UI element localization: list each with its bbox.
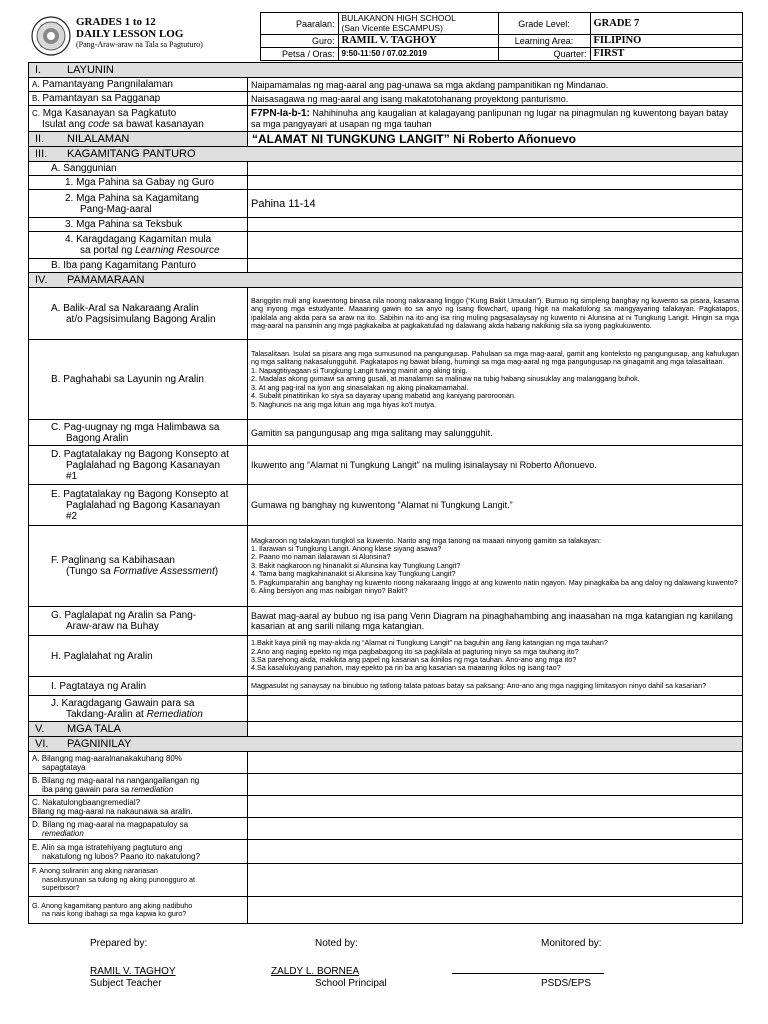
section-layunin: I. LAYUNIN bbox=[29, 63, 743, 78]
section-pamamaraan: IV. PAMAMARAAN bbox=[29, 273, 743, 288]
sanggunian-value bbox=[248, 162, 743, 176]
pagninilay-a-value bbox=[248, 752, 743, 774]
sanggunian-label: A. Sanggunian bbox=[29, 162, 248, 176]
pagtataya-label: I. Pagtataya ng Aralin bbox=[29, 677, 248, 696]
kagamitang-mag-aaral-label: 2. Mga Pahina sa Kagamitang Pang-Mag-aaral bbox=[29, 190, 248, 218]
paaralan-label: Paaralan: bbox=[260, 13, 338, 35]
nilalaman-value: “ALAMAT NI TUNGKUNG LANGIT” Ni Roberto Añonuevo bbox=[248, 132, 743, 147]
prepared-by-label: Prepared by: bbox=[90, 938, 148, 949]
konsepto-2-label: E. Pagtatalakay ng Bagong Konsepto at Paglalahad ng Bagong Kasanayan #2 bbox=[29, 485, 248, 526]
paglalahat-value: 1.Bakit kaya pinili ng may-akda ng “Alamat ni Tungkung Langit” na baguhin ang ilang katangian ng mga tauhan? 2.Ano ang naging epekto ng mga pagbabagong ito sa pagkilala at pagturing ninyo sa mga tauhang ito? 3.Sa parehong akda, makikita ang papel ng kasarian sa ikinilos ng mga tauhan. Ano-ano ang mga ito? 4.Sa kasalukuyang panahon, may epekto pa rin ba ang kasarian sa maaaring ikilos ng isang tao? bbox=[248, 636, 743, 677]
learning-area-label: Learning Area: bbox=[498, 35, 590, 48]
iba-pang-kagamitan-label: B. Iba pang Kagamitang Panturo bbox=[29, 259, 248, 273]
header-table bbox=[28, 12, 743, 61]
konsepto-1-label: D. Pagtatalakay ng Bagong Konsepto at Paglalahad ng Bagong Kasanayan #1 bbox=[29, 446, 248, 485]
paglalapat-value: Bawat mag-aaral ay bubuo ng isa pang Venn Diagram na pinaghahambing ang inaasahan na mga katangian ng kanilang kasarian at ang sarili nilang mga katangian. bbox=[248, 607, 743, 636]
pag-uugnay-label: C. Pag-uugnay ng mga Halimbawa sa Bagong Aralin bbox=[29, 420, 248, 446]
balik-aral-value: Banggitin muli ang kuwentong binasa nila noong nakaraang linggo (“Kung Bakit Umuulan”). Bumuo ng simpleng banghay ng kuwento sa pisara, kasama ang inyong mga estudyante. Maaaring gawin ito sa anyo ng isang flowchart, upang higit na makatulong sa mangyayaring talakayan. Pagkatapos, ipakilala ang akda para sa araw na ito. Sabihin na ito ang isa ring muling pagsasalaysay ng kuwento ni Alunsina at ni Tungkung Langit. Hingin sa mga mag-aaral na pansinin ang mga pagkakaiba at pagkakatulad ng dalawang akda habang nakikinig sila sa iyong pagkukuwento. bbox=[248, 288, 743, 340]
guro-value: RAMIL V. TAGHOY bbox=[338, 35, 498, 48]
paglalapat-label: G. Paglalapat ng Aralin sa Pang- Araw-araw na Buhay bbox=[29, 607, 248, 636]
pagninilay-f-label: F. Anong suliranin ang aking naranasan nasolusyunan sa tulong ng aking punongguro at superbisor? bbox=[29, 864, 248, 897]
lesson-table bbox=[28, 62, 743, 924]
pagninilay-g-label: G. Anong kagamitang panturo ang aking nadibuho na nais kong ibahagi sa mga kapwa ko guro? bbox=[29, 897, 248, 924]
balik-aral-label: A. Balik-Aral sa Nakaraang Aralin at/o Pagsisimulang Bagong Aralin bbox=[29, 288, 248, 340]
takdang-aralin-label: J. Karagdagang Gawain para sa Takdang-Aralin at Remediation bbox=[29, 696, 248, 722]
pagninilay-g-value bbox=[248, 897, 743, 924]
section-pagninilay: VI. PAGNINILAY bbox=[29, 737, 743, 752]
paghahabi-label: B. Paghahabi sa Layunin ng Aralin bbox=[29, 340, 248, 420]
pagninilay-b-label: B. Bilang ng mag-aaral na nangangailangan ng iba pang gawain para sa remediation bbox=[29, 774, 248, 796]
paaralan-value: BULAKANON HIGH SCHOOL (San Vicente ESCAMPUS) bbox=[338, 13, 498, 35]
pagninilay-d-label: D. Bilang ng mag-aaral na magpapatuloy sa remediation bbox=[29, 818, 248, 840]
teksbuk-value bbox=[248, 218, 743, 232]
takdang-aralin-value bbox=[248, 696, 743, 722]
grade-level-label: Grade Level: bbox=[498, 13, 590, 35]
kasanayan-label: C. Mga Kasanayan sa Pagkatuto Isulat ang code sa bawat kasanayan bbox=[29, 106, 248, 132]
pagninilay-c-value bbox=[248, 796, 743, 818]
pamantayang-pangnilalaman-value: Naipamamalas ng mag-aaral ang pag-unawa sa mga akdang pampanitikan ng Mindanao. bbox=[248, 78, 743, 92]
kabihasaan-label: F. Paglinang sa Kabihasaan (Tungo sa Formative Assessment) bbox=[29, 526, 248, 607]
pagninilay-c-label: C. Nakatulongbaangremedial? Bilang ng mag-aaral na nakaunawa sa aralin. bbox=[29, 796, 248, 818]
paglalahat-label: H. Paglalahat ng Aralin bbox=[29, 636, 248, 677]
form-subtitle: (Pang-Araw-araw na Tala sa Pagtuturo) bbox=[76, 39, 203, 49]
noted-by-role: School Principal bbox=[315, 978, 387, 989]
noted-by-name: ZALDY L. BORNEA bbox=[271, 966, 360, 977]
pagninilay-a-label: A. Bilangng mag-aaralnanakakuhang 80% sapagtataya bbox=[29, 752, 248, 774]
paghahabi-value: Talasalitaan. Isulat sa pisara ang mga sumusunod na pangungusap. Pahulaan sa mga mag-aaral, gamit ang konteksto ng pangungusap, ang kahulugan ng mga salitang nakasalungguhit. Pagkatapos ng bawat bilang, humingi sa mga mag-aaral ng mga pangungusap na ginagamit ang mga talasalitaan. 1. Napagtitiyagaan si Tungkung Langit tuwing mainit ang aking tinig. 2. Madalas akong gumawi sa aming gusali, at manalamin sa malinaw na tubig habang sinusuklay ang malanggang buhok. 3. At ang pag-iral na iyon ang sinasalakan ng aking pinakamamahal. 4. Subalit pinatitirikan ko siya sa dayaray upang mabatid ang kaniyang paroroonan. 5. Naghunos na ang mga kituin ang mga hiyas ko’t mutya. bbox=[248, 340, 743, 420]
grade-level-value: GRADE 7 bbox=[590, 13, 742, 35]
noted-by-label: Noted by: bbox=[315, 938, 358, 949]
pamantayang-pangnilalaman-label: A. Pamantayang Pangnilalaman bbox=[29, 78, 248, 92]
prepared-by-name: RAMIL V. TAGHOY bbox=[90, 966, 176, 977]
monitored-by-role: PSDS/EPS bbox=[541, 978, 592, 989]
gabay-guro-label: 1. Mga Pahina sa Gabay ng Guro bbox=[29, 176, 248, 190]
kagamitang-mag-aaral-value: Pahina 11-14 bbox=[248, 190, 743, 218]
pagninilay-b-value bbox=[248, 774, 743, 796]
pagninilay-e-label: E. Alin sa mga istratehiyang pagtuturo ang nakatulong ng lubos? Paano ito nakatulong? bbox=[29, 840, 248, 864]
kabihasaan-value: Magkaroon ng talakayan tungkol sa kuwento. Narito ang mga tanong na maaari ninyong gamitin sa talakayan: 1. Ilarawan si Tungkung Langit. Anong klase siyang asawa? 2. Paano mo naman ilalarawan si Alunsina? 3. Bakit nagkaroon ng hinanakit si Alunsina kay Tungkung Langit? 4. Tama bang magkahinanakit si Alunsina kay Tungkung Langit? 5. Pagkumparahin ang banghay ng kuwento noong nakaraang linggo at ang kuwento natin ngayon. May pinagkaiba ba ang daloy ng dalawang kuwento? 6. Aling bersiyon ang mas naibigan ninyo? Bakit? bbox=[248, 526, 743, 607]
pamantayan-pagganap-value: Naisasagawa ng mag-aaral ang isang makatotohanang proyektong panturismo. bbox=[248, 92, 743, 106]
section-nilalaman: II. NILALAMAN bbox=[29, 132, 248, 147]
petsa-value: 9:50-11:50 / 07.02.2019 bbox=[338, 48, 498, 61]
monitored-by-signature-line bbox=[452, 966, 604, 977]
gabay-guro-value bbox=[248, 176, 743, 190]
learning-resource-label: 4. Karagdagang Kagamitan mula sa portal ng Learning Resource bbox=[29, 232, 248, 259]
section-kagamitan: III. KAGAMITANG PANTURO bbox=[29, 147, 743, 162]
pamantayan-pagganap-label: B. Pamantayan sa Pagganap bbox=[29, 92, 248, 106]
konsepto-2-value: Gumawa ng banghay ng kuwentong “Alamat ni Tungkung Langit.” bbox=[248, 485, 743, 526]
pagninilay-e-value bbox=[248, 840, 743, 864]
guro-label: Guro: bbox=[260, 35, 338, 48]
header-brand-cell bbox=[28, 13, 260, 61]
section-mga-tala: V. MGA TALA bbox=[29, 722, 248, 737]
teksbuk-label: 3. Mga Pahina sa Teksbuk bbox=[29, 218, 248, 232]
pagninilay-d-value bbox=[248, 818, 743, 840]
learning-resource-value bbox=[248, 232, 743, 259]
pag-uugnay-value: Gamitin sa pangungusap ang mga salitang may salungguhit. bbox=[248, 420, 743, 446]
lesson-log-page bbox=[28, 12, 742, 924]
pagninilay-f-value bbox=[248, 864, 743, 897]
quarter-label: Quarter: bbox=[498, 48, 590, 61]
kasanayan-value: F7PN-Ia-b-1: Nahihinuha ang kaugalian at kalagayang panlipunan ng lugar na pinagmulan ng kuwentong bayan batay sa mga pangyayari at usapan ng mga tauhan bbox=[248, 106, 743, 132]
learning-area-value: FILIPINO bbox=[590, 35, 742, 48]
form-title-grades: GRADES 1 to 12 bbox=[76, 15, 156, 28]
prepared-by-role: Subject Teacher bbox=[90, 978, 162, 989]
konsepto-1-value: Ikuwento ang “Alamat ni Tungkung Langit” na muling isinalaysay ni Roberto Añonuevo. bbox=[248, 446, 743, 485]
petsa-label: Petsa / Oras: bbox=[260, 48, 338, 61]
monitored-by-label: Monitored by: bbox=[541, 938, 602, 949]
form-title-log: DAILY LESSON LOG bbox=[76, 27, 184, 40]
mga-tala-value bbox=[248, 722, 743, 737]
iba-pang-kagamitan-value bbox=[248, 259, 743, 273]
pagtataya-value: Magpasulat ng sanaysay na binubuo ng tatlong talata patoas batay sa paksang: Ano-ano ang mga nagiging limitasyon ninyo dahil sa kasarian? bbox=[248, 677, 743, 696]
deped-seal-icon bbox=[31, 16, 71, 56]
quarter-value: FIRST bbox=[590, 48, 742, 61]
